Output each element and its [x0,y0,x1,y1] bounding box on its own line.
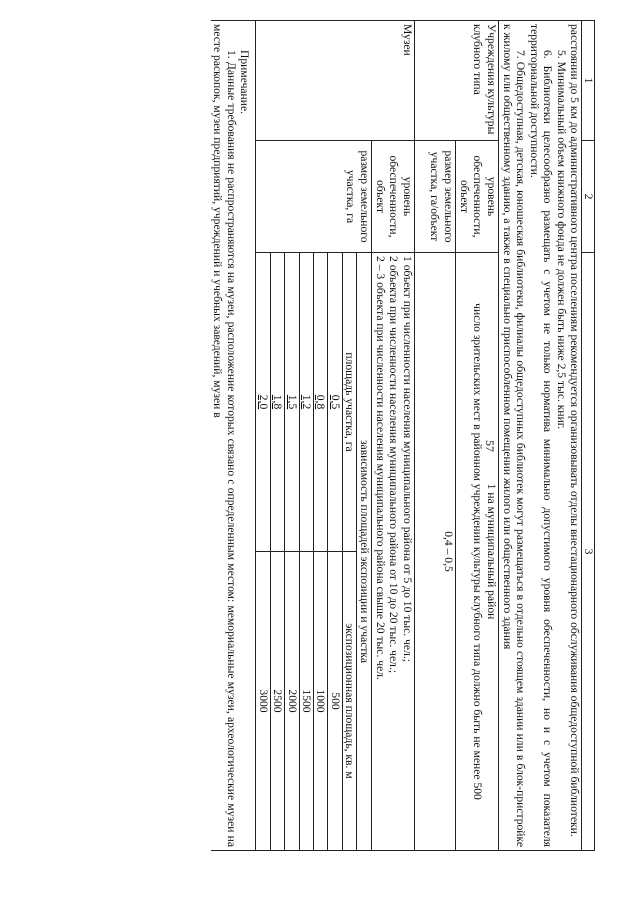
dependency-header-area: площадь участка, га [342,253,356,552]
rotated-page [60,20,595,850]
header-col-2: 2 [582,141,595,253]
club-row-1 [455,21,498,851]
club-value-1b: число зрительских мест в районном учреждении культуры клубного типа должно быть не менее 500 [471,303,485,800]
area-cell: 1,8 [270,253,284,552]
exposition-cell: 3000 [256,552,270,851]
page-number: 57 [483,440,497,452]
table-row [328,253,342,850]
area-cell: 1,2 [299,253,313,552]
dependency-header-row [342,253,356,850]
table-row [299,253,313,850]
club-value-2: 0,4 – 0,5 [414,253,455,851]
museum-value-line-3: 2 – 3 объекта при численности населения муниципального района свыше 20 тыс. чел. [373,256,387,680]
intro-line-1: расстоянии до 5 км до административного центра поселениям рекомендуется организовывать отделы внестационарного обслуживания общедоступной библиотеки. [568,24,581,837]
exposition-cell: 1500 [299,552,313,851]
museum-param-2: размер земельного участка, га [256,141,371,253]
intro-p6: 6. Библиотеки целесообразно размещать с учетом не только норматива минимально допустимого уровня обеспеченности, но и с учетом показателя территориальной доступности. [527,24,555,847]
club-param-1: уровень обеспеченности, объект [455,141,498,253]
club-param-2: размер земельного участка, га/объект [414,141,455,253]
exposition-cell: 500 [328,552,342,851]
exposition-cell: 1000 [313,552,327,851]
museum-row-2 [256,21,371,851]
exposition-cell: 2500 [270,552,284,851]
museum-param-1: уровень обеспеченности, объект [371,141,414,253]
standards-table [211,20,595,851]
museum-row-1 [371,21,414,851]
intro-p7: 7. Общедоступная, детская, юношеская библиотеки, филиалы общедоступных библиотек могут размещаться в отдельно стоящем здании или в блок-пристройке к жилому или общественному зданию, а также в специально приспособленном помещении жилого или общественного здания [500,24,528,847]
exposition-cell: 2000 [285,552,299,851]
dependency-header-exposition: экспозиционная площадь, кв. м [342,552,356,851]
note-block [211,24,251,847]
note-row [211,21,256,851]
table-row [313,253,327,850]
museum-name: Музеи [256,21,414,141]
dependency-title: зависимость площадей экспозиции и участка [356,253,370,850]
table-row [270,253,284,850]
intro-p5: 5. Минимальный объем книжного фонда не должен быть ниже 2,5 тыс. книг. [554,50,568,430]
museum-value-line-1: 1 объект при численности населения муниципального района от 5 до 10 тыс. чел.; [400,256,414,662]
table-row [256,253,270,850]
dependency-table [256,253,356,850]
club-row-2 [414,21,455,851]
header-col-3: 3 [582,253,595,851]
note-text: 1. Данные требования не распространяются на музеи, расположение которых связано с определенным местом: мемориальные музеи, археологические музеи на месте раскопок, музеи предприятий, учреждений и учебных заведений, музеи в [211,24,238,847]
area-cell: 1,5 [285,253,299,552]
header-col-1: 1 [582,21,595,141]
area-cell: 0,5 [328,253,342,552]
note-title: Примечание. [238,50,252,114]
area-cell: 0,8 [313,253,327,552]
area-cell: 2,0 [256,394,270,410]
header-row [582,21,595,851]
intro-row [498,21,581,851]
club-value-1a: 1 на муниципальный район [484,483,498,620]
museum-value-line-2: 2 объекта при численности населения муниципального района от 10 до 20 тыс. чел.; [387,256,401,674]
table-row [285,253,299,850]
club-name: Учреждения культуры клубного типа [414,21,498,141]
